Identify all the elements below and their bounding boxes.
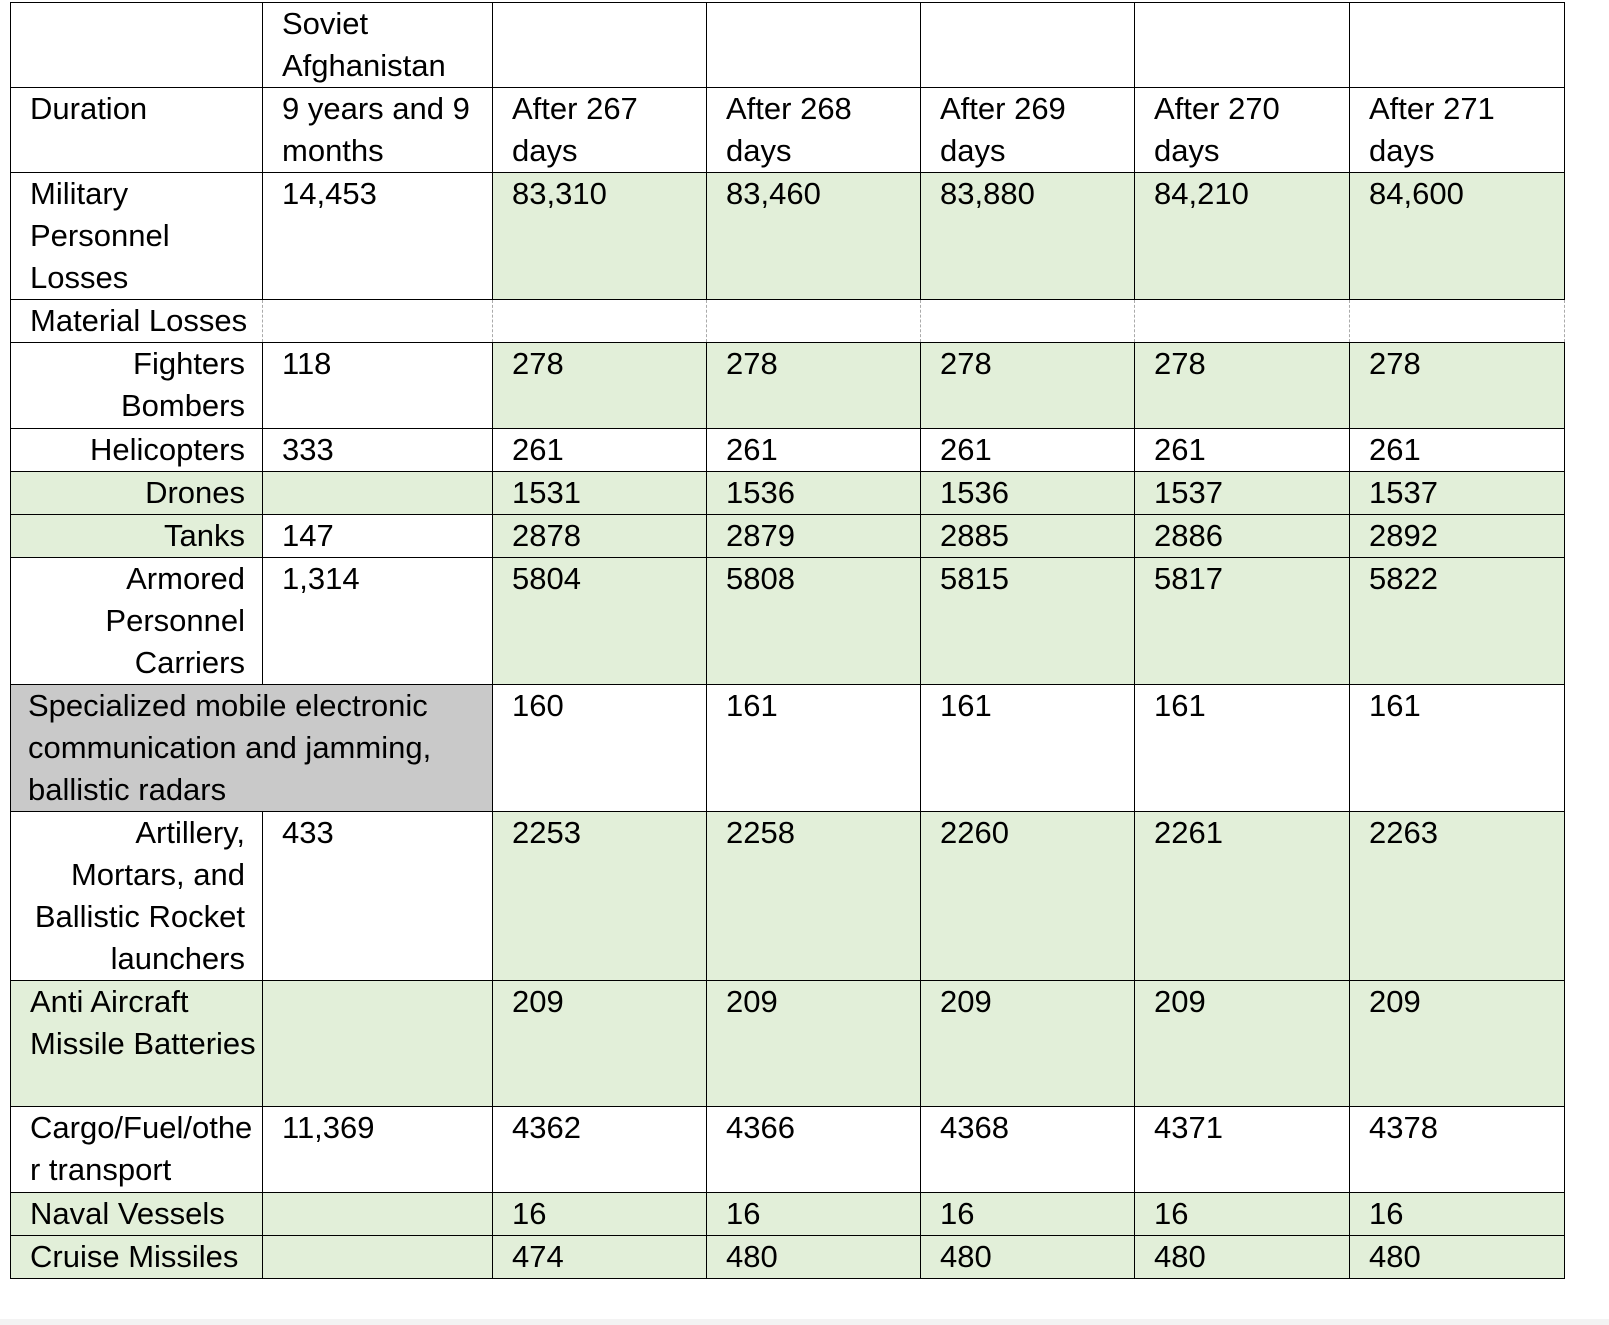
- row-label-helicopters: Helicopters: [11, 429, 263, 472]
- table-cell: [11, 3, 263, 88]
- table-cell: 5817: [1135, 558, 1350, 685]
- table-cell: 4362: [493, 1107, 707, 1193]
- table-cell: [707, 3, 921, 88]
- row-label-duration: Duration: [11, 88, 263, 173]
- table-row-drones: [11, 472, 1565, 515]
- table-cell: 5808: [707, 558, 921, 685]
- table-cell: [263, 1193, 493, 1236]
- table-cell: 2878: [493, 515, 707, 558]
- table-cell: 278: [921, 343, 1135, 429]
- table-cell: 161: [707, 685, 921, 812]
- table-cell: 84,600: [1350, 173, 1565, 300]
- table-row-apc: [11, 558, 1565, 685]
- table-cell: [921, 3, 1135, 88]
- table-cell: 2258: [707, 812, 921, 981]
- table-cell: [1350, 300, 1565, 343]
- table-row-tanks: [11, 515, 1565, 558]
- table-row-artillery: [11, 812, 1565, 981]
- table-row-helicopters: [11, 429, 1565, 472]
- row-label-drones: Drones: [11, 472, 263, 515]
- table-cell: 4368: [921, 1107, 1135, 1193]
- table-cell: 11,369: [263, 1107, 493, 1193]
- table-cell: [1350, 3, 1565, 88]
- table-cell: 278: [493, 343, 707, 429]
- table-cell: 83,310: [493, 173, 707, 300]
- table-cell: 160: [493, 685, 707, 812]
- table-cell: 2886: [1135, 515, 1350, 558]
- column-header: After 270 days: [1135, 88, 1350, 173]
- table-cell: 1537: [1135, 472, 1350, 515]
- table-row-military: [11, 173, 1565, 300]
- row-label-naval: Naval Vessels: [11, 1193, 263, 1236]
- table-cell: 261: [921, 429, 1135, 472]
- table-cell: 161: [1135, 685, 1350, 812]
- row-label-material-losses: Material Losses: [11, 300, 263, 343]
- row-label-military: Military Personnel Losses: [11, 173, 263, 300]
- table-cell: 1536: [921, 472, 1135, 515]
- table-cell: 16: [921, 1193, 1135, 1236]
- table-cell: 4371: [1135, 1107, 1350, 1193]
- table-cell: [493, 300, 707, 343]
- table-cell: 16: [1350, 1193, 1565, 1236]
- table-cell: 5822: [1350, 558, 1565, 685]
- table-cell: 1531: [493, 472, 707, 515]
- table-cell: 14,453: [263, 173, 493, 300]
- table-cell: 278: [1350, 343, 1565, 429]
- table-cell: 2261: [1135, 812, 1350, 981]
- table-cell: 84,210: [1135, 173, 1350, 300]
- table-cell: 2892: [1350, 515, 1565, 558]
- table-cell: 2885: [921, 515, 1135, 558]
- table-row-duration: [11, 88, 1565, 173]
- table-cell: 480: [1135, 1236, 1350, 1279]
- table-row-anti-aircraft: [11, 981, 1565, 1107]
- table-cell: [921, 300, 1135, 343]
- row-label-text: Cargo/Fuel/other transport: [30, 1110, 253, 1187]
- table-cell: 16: [493, 1193, 707, 1236]
- row-label-artillery: Artillery, Mortars, and Ballistic Rocket launchers: [11, 812, 263, 981]
- table-row: [11, 3, 1565, 88]
- table-cell: 83,460: [707, 173, 921, 300]
- table-cell: 2879: [707, 515, 921, 558]
- table-cell: [493, 3, 707, 88]
- row-label-cruise: Cruise Missiles: [11, 1236, 263, 1279]
- table-cell: 261: [1350, 429, 1565, 472]
- table-row-cargo: [11, 1107, 1565, 1193]
- table-cell: 261: [1135, 429, 1350, 472]
- table-cell: [1135, 300, 1350, 343]
- table-cell: 9 years and 9 months: [263, 88, 493, 173]
- table-cell: 209: [921, 981, 1135, 1107]
- table-cell: 480: [921, 1236, 1135, 1279]
- page-bottom-edge: [0, 1319, 1609, 1325]
- table-cell: 5815: [921, 558, 1135, 685]
- table-row-material-losses: [11, 300, 1565, 343]
- column-header: After 267 days: [493, 88, 707, 173]
- column-header-soviet-afghanistan: Soviet Afghanistan: [263, 3, 493, 88]
- table-cell: 480: [707, 1236, 921, 1279]
- row-label-anti-aircraft: Anti Aircraft Missile Batteries: [11, 981, 263, 1107]
- table-cell: 209: [1350, 981, 1565, 1107]
- table-cell: 1536: [707, 472, 921, 515]
- row-label-cargo: [11, 1107, 263, 1193]
- table-row-fighters: [11, 343, 1565, 429]
- table-cell: 278: [1135, 343, 1350, 429]
- table-cell: 209: [707, 981, 921, 1107]
- column-header: After 269 days: [921, 88, 1135, 173]
- table-cell: 480: [1350, 1236, 1565, 1279]
- table-cell: 333: [263, 429, 493, 472]
- table-cell: 1,314: [263, 558, 493, 685]
- table-cell: 83,880: [921, 173, 1135, 300]
- table-cell: [707, 300, 921, 343]
- table-cell: 16: [707, 1193, 921, 1236]
- table-row-naval: [11, 1193, 1565, 1236]
- row-label-fighters: Fighters Bombers: [11, 343, 263, 429]
- table-row-cruise: [11, 1236, 1565, 1279]
- table-cell: 261: [707, 429, 921, 472]
- table-cell: 161: [921, 685, 1135, 812]
- table-cell: 474: [493, 1236, 707, 1279]
- table-cell: 209: [1135, 981, 1350, 1107]
- loss-comparison-table: [10, 2, 1565, 1279]
- table-cell: [263, 981, 493, 1107]
- table-cell: [263, 1236, 493, 1279]
- table-cell: 433: [263, 812, 493, 981]
- table-cell: 2253: [493, 812, 707, 981]
- row-label-apc: Armored Personnel Carriers: [11, 558, 263, 685]
- row-label-tanks: Tanks: [11, 515, 263, 558]
- table-cell: 147: [263, 515, 493, 558]
- column-header: After 271 days: [1350, 88, 1565, 173]
- table-cell: [263, 472, 493, 515]
- table-cell: 5804: [493, 558, 707, 685]
- table-cell: 209: [493, 981, 707, 1107]
- table-cell: 278: [707, 343, 921, 429]
- row-label-specialized: Specialized mobile electronic communication and jamming, ballistic radars: [11, 685, 493, 812]
- table-cell: 118: [263, 343, 493, 429]
- table-cell: 261: [493, 429, 707, 472]
- table-cell: 1537: [1350, 472, 1565, 515]
- column-header: After 268 days: [707, 88, 921, 173]
- table-cell: 4366: [707, 1107, 921, 1193]
- table-cell: 2260: [921, 812, 1135, 981]
- table-cell: 16: [1135, 1193, 1350, 1236]
- table-cell: 2263: [1350, 812, 1565, 981]
- table-cell: 4378: [1350, 1107, 1565, 1193]
- table-cell: [1135, 3, 1350, 88]
- table-cell: [263, 300, 493, 343]
- table-row-specialized: [11, 685, 1565, 812]
- table-cell: 161: [1350, 685, 1565, 812]
